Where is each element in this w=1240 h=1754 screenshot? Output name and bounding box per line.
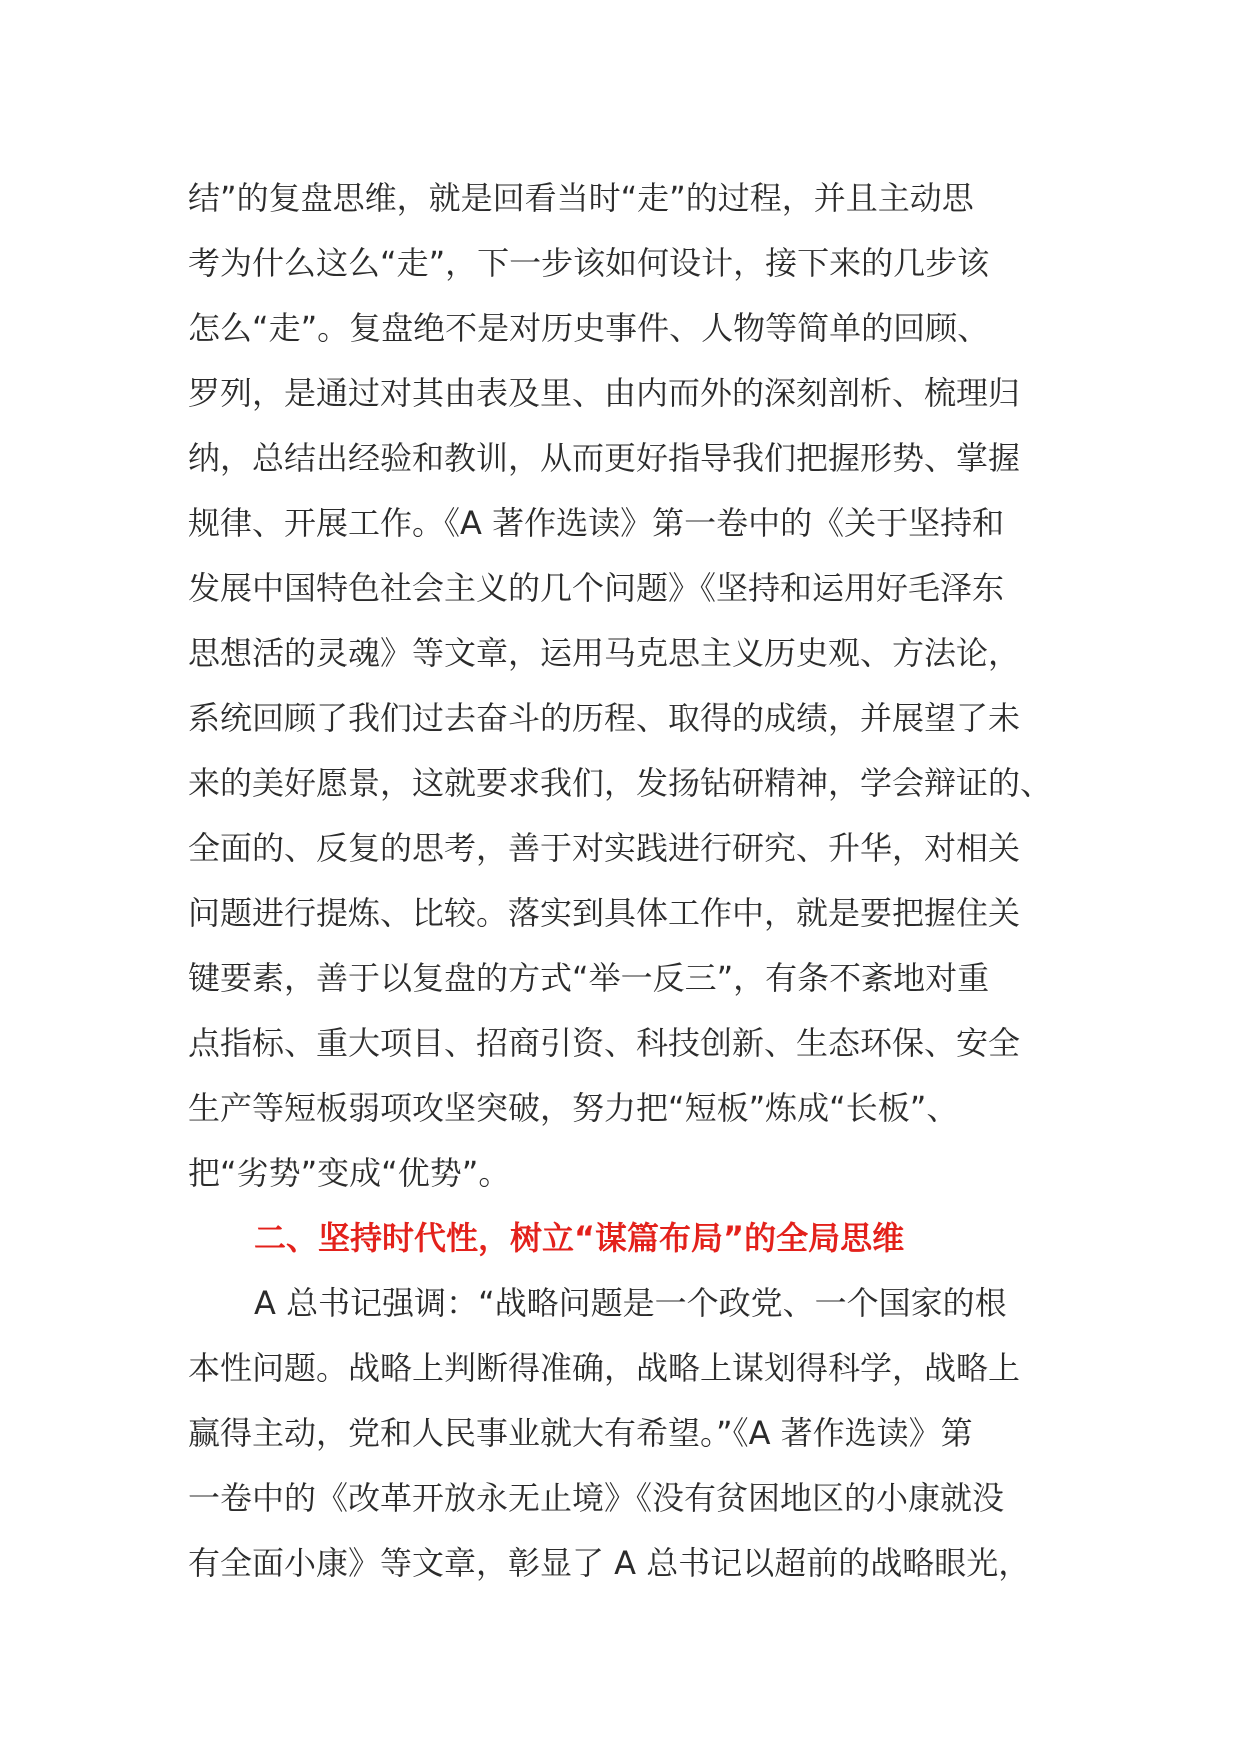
paragraph-line: 生产等短板弱项攻坚突破，努力把“短板”炼成“长板”、	[188, 1089, 959, 1127]
paragraph-line: 本性问题。战略上判断得准确，战略上谋划得科学，战略上	[188, 1349, 1021, 1387]
paragraph-line: 罗列，是通过对其由表及里、由内而外的深刻剖析、梳理归	[188, 374, 1021, 412]
paragraph-line: 发展中国特色社会主义的几个问题》《坚持和运用好毛泽东	[188, 569, 1005, 607]
paragraph-line: 规律、开展工作。《A 著作选读》第一卷中的《关于坚持和	[188, 504, 1005, 542]
paragraph-line: A 总书记强调：“战略问题是一个政党、一个国家的根	[254, 1284, 1007, 1322]
paragraph-line: 结”的复盘思维，就是回看当时“走”的过程，并且主动思	[188, 179, 974, 217]
paragraph-line: 考为什么这么“走”，下一步该如何设计，接下来的几步该	[188, 244, 990, 282]
paragraph-line: 把“劣势”变成“优势”。	[188, 1154, 511, 1192]
paragraph-2	[188, 1271, 1058, 1596]
paragraph-line: 思想活的灵魂》等文章，运用马克思主义历史观、方法论，	[188, 634, 1021, 672]
document-body	[188, 166, 1058, 1596]
paragraph-line: 全面的、反复的思考，善于对实践进行研究、升华，对相关	[188, 829, 1021, 867]
paragraph-line: 赢得主动，党和人民事业就大有希望。”《A 著作选读》第	[188, 1414, 973, 1452]
paragraph-line: 怎么“走”。复盘绝不是对历史事件、人物等简单的回顾、	[188, 309, 990, 347]
paragraph-1	[188, 166, 1058, 1206]
paragraph-line: 一卷中的《改革开放永无止境》《没有贫困地区的小康就没	[188, 1479, 1005, 1517]
paragraph-line: 点指标、重大项目、招商引资、科技创新、生态环保、安全	[188, 1024, 1021, 1062]
section-heading: 二、坚持时代性，树立“谋篇布局”的全局思维	[254, 1219, 905, 1257]
paragraph-line: 有全面小康》等文章，彰显了 A 总书记以超前的战略眼光，	[188, 1544, 1031, 1582]
paragraph-line: 问题进行提炼、比较。落实到具体工作中，就是要把握住关	[188, 894, 1021, 932]
paragraph-line: 纳，总结出经验和教训，从而更好指导我们把握形势、掌握	[188, 439, 1021, 477]
paragraph-line: 系统回顾了我们过去奋斗的历程、取得的成绩，并展望了未	[188, 699, 1021, 737]
paragraph-line: 键要素，善于以复盘的方式“举一反三”，有条不紊地对重	[188, 959, 990, 997]
paragraph-line: 来的美好愿景，这就要求我们，发扬钻研精神，学会辩证的、	[188, 764, 1053, 802]
